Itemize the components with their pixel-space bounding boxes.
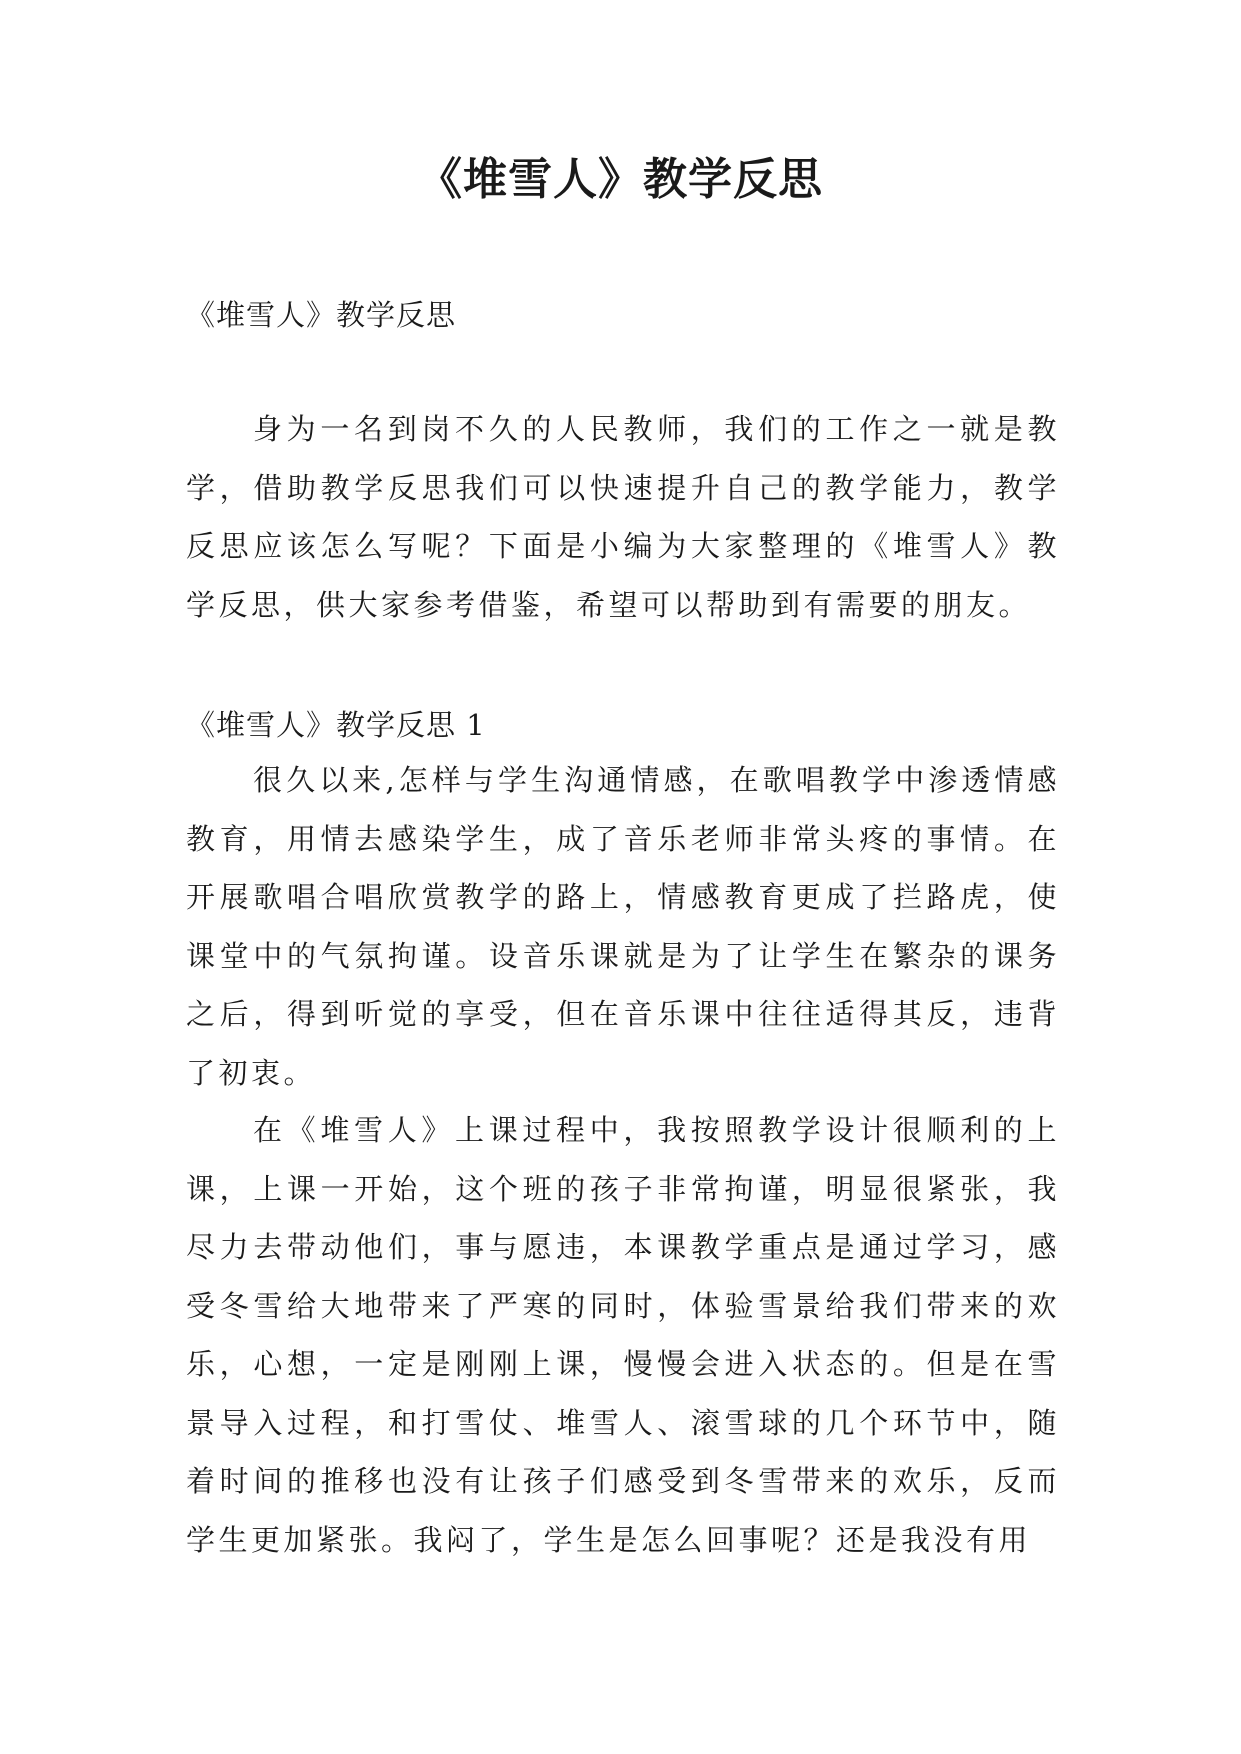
document-title: 《堆雪人》教学反思	[418, 154, 823, 205]
body-paragraph: 在《堆雪人》上课过程中，我按照教学设计很顺利的上课，上课一开始，这个班的孩子非常拘谨，明显很紧张，我尽力去带动他们，事与愿违，本课教学重点是通过学习，感受冬雪给大地带来了严寒的同时，体验雪景给我们带来的欢乐，心想，一定是刚刚上课，慢慢会进入状态的。但是在雪景导入过程，和打雪仗、堆雪人、滚雪球的几个环节中，随着时间的推移也没有让孩子们感受到冬雪带来的欢乐，反而学生更加紧张。我闷了，学生是怎么回事呢？还是我没有用	[186, 1113, 1060, 1557]
section-heading: 《堆雪人》教学反思 1	[186, 708, 486, 742]
body-paragraph: 很久以来,怎样与学生沟通情感，在歌唱教学中渗透情感教育，用情去感染学生，成了音乐老师非常头疼的事情。在开展歌唱合唱欣赏教学的路上，情感教育更成了拦路虎，使课堂中的气氛拘谨。设音乐课就是为了让学生在繁杂的课务之后，得到听觉的享受，但在音乐课中往往适得其反，违背了初衷。	[186, 763, 1060, 1090]
document-subtitle: 《堆雪人》教学反思	[186, 298, 457, 332]
intro-paragraph: 身为一名到岗不久的人民教师，我们的工作之一就是教学，借助教学反思我们可以快速提升自己的教学能力，教学反思应该怎么写呢？下面是小编为大家整理的《堆雪人》教学反思，供大家参考借鉴，希望可以帮助到有需要的朋友。	[186, 412, 1060, 622]
